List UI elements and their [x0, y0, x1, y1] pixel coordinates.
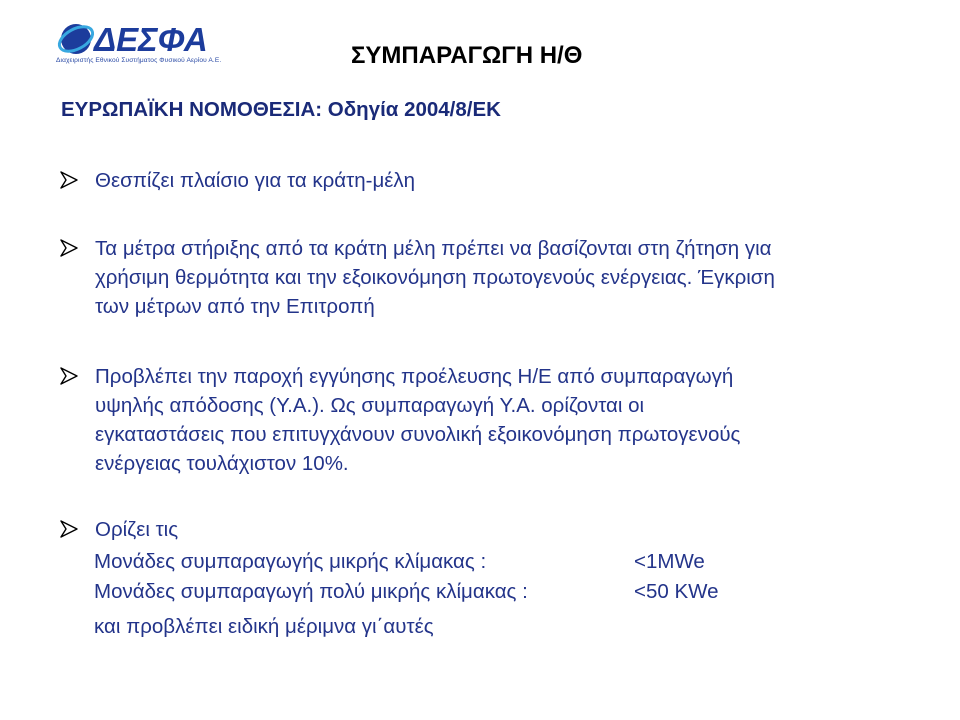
size-value: <1MWe: [634, 550, 705, 573]
size-row-small: [94, 550, 705, 574]
arrow-bullet-icon: [59, 366, 79, 386]
closing-text: και προβλέπει ειδική μέριμνα γι΄αυτές: [94, 615, 434, 638]
bullet-defines: [59, 515, 919, 544]
bullet-support-measures: [59, 234, 919, 321]
desfa-logo-mark: [56, 15, 216, 57]
size-row-micro: [94, 580, 719, 604]
bullet-line: Θεσπίζει πλαίσιο για τα κράτη-μέλη: [95, 169, 416, 192]
bullet-line: ενέργειας τουλάχιστον 10%.: [95, 452, 349, 475]
slide-title: ΣΥΜΠΑΡΑΓΩΓΗ Η/Θ: [351, 42, 583, 69]
arrow-bullet-icon: [59, 170, 79, 190]
bullet-line: υψηλής απόδοσης (Υ.Α.). Ως συμπαραγωγή Υ.Α. ορίζονται οι: [95, 394, 645, 417]
desfa-logo: [56, 15, 222, 71]
bullet-line: Ορίζει τις: [95, 518, 179, 541]
size-label: Μονάδες συμπαραγωγή πολύ μικρής κλίμακας :: [94, 580, 528, 603]
legislation-subtitle: ΕΥΡΩΠΑΪΚΗ ΝΟΜΟΘΕΣΙΑ: Οδηγία 2004/8/ΕΚ: [61, 98, 501, 121]
bullet-line: εγκαταστάσεις που επιτυγχάνουν συνολική εξοικονόμηση πρωτογενούς: [95, 423, 741, 446]
arrow-bullet-icon: [59, 238, 79, 258]
bullet-line: των μέτρων από την Επιτροπή: [95, 295, 375, 318]
bullet-line: Τα μέτρα στήριξης από τα κράτη μέλη πρέπει να βασίζονται στη ζήτηση για: [95, 237, 772, 260]
bullet-framework: [59, 166, 919, 195]
logo-text: ΔΕΣΦΑ: [94, 21, 208, 57]
bullet-line: Προβλέπει την παροχή εγγύησης προέλευσης Η/Ε από συμπαραγωγή: [95, 365, 734, 388]
arrow-bullet-icon: [59, 519, 79, 539]
size-value: <50 KWe: [634, 580, 719, 603]
bullet-guarantee-origin: [59, 362, 919, 478]
bullet-line: χρήσιμη θερμότητα και την εξοικονόμηση πρωτογενούς ενέργειας. Έγκριση: [95, 266, 775, 289]
size-label: Μονάδες συμπαραγωγής μικρής κλίμακας :: [94, 550, 487, 573]
logo-subtitle: Διαχειριστής Εθνικού Συστήματος Φυσικού Αερίου Α.Ε.: [56, 57, 222, 64]
